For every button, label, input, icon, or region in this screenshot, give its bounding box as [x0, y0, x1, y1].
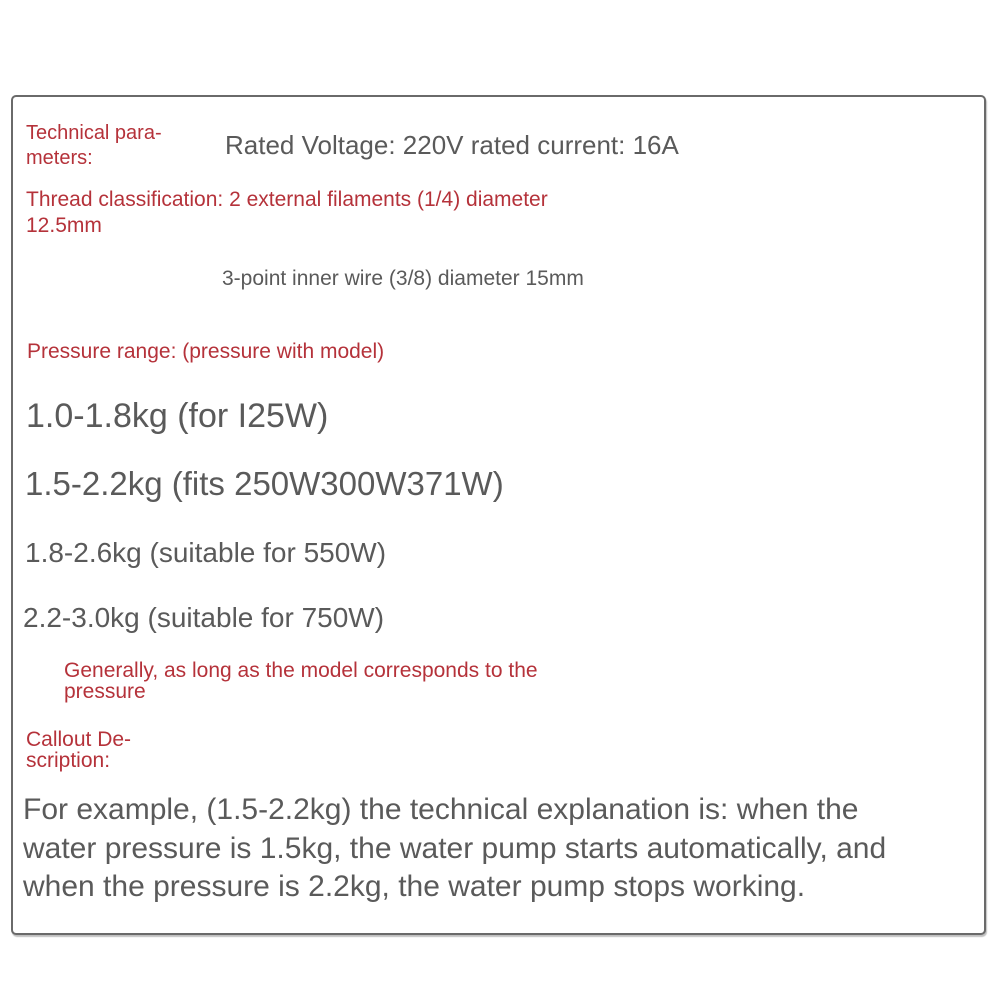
callout-text-line1: For example, (1.5-2.2kg) the technical explanation is: when the: [23, 793, 859, 826]
thread-classification-line2: 12.5mm: [26, 214, 102, 237]
technical-parameters-label-line1: Technical para-: [26, 122, 162, 144]
inner-wire-spec: 3-point inner wire (3/8) diameter 15mm: [222, 267, 584, 290]
pressure-item-550w: 1.8-2.6kg (suitable for 550W): [25, 537, 387, 568]
callout-label-line2: scription:: [26, 749, 111, 772]
rated-voltage-current: Rated Voltage: 220V rated current: 16A: [225, 130, 679, 160]
callout-text-line3: when the pressure is 2.2kg, the water pump stops working.: [23, 870, 806, 903]
callout-text-line2: water pressure is 1.5kg, the water pump starts automatically, and: [23, 832, 887, 865]
pressure-item-250-371w: 1.5-2.2kg (fits 250W300W371W): [25, 465, 504, 502]
technical-parameters-label-line2: meters:: [26, 147, 93, 169]
callout-label-line1: Callout De-: [26, 728, 132, 751]
pressure-item-125w: 1.0-1.8kg (for I25W): [26, 397, 329, 435]
pressure-range-label: Pressure range: (pressure with model): [27, 340, 385, 363]
pressure-note-line1: Generally, as long as the model corresponds to the: [64, 659, 538, 682]
pressure-note-line2: pressure: [64, 680, 146, 703]
pressure-item-750w: 2.2-3.0kg (suitable for 750W): [23, 602, 385, 633]
thread-classification-line1: Thread classification: 2 external filaments (1/4) diameter: [26, 188, 548, 211]
